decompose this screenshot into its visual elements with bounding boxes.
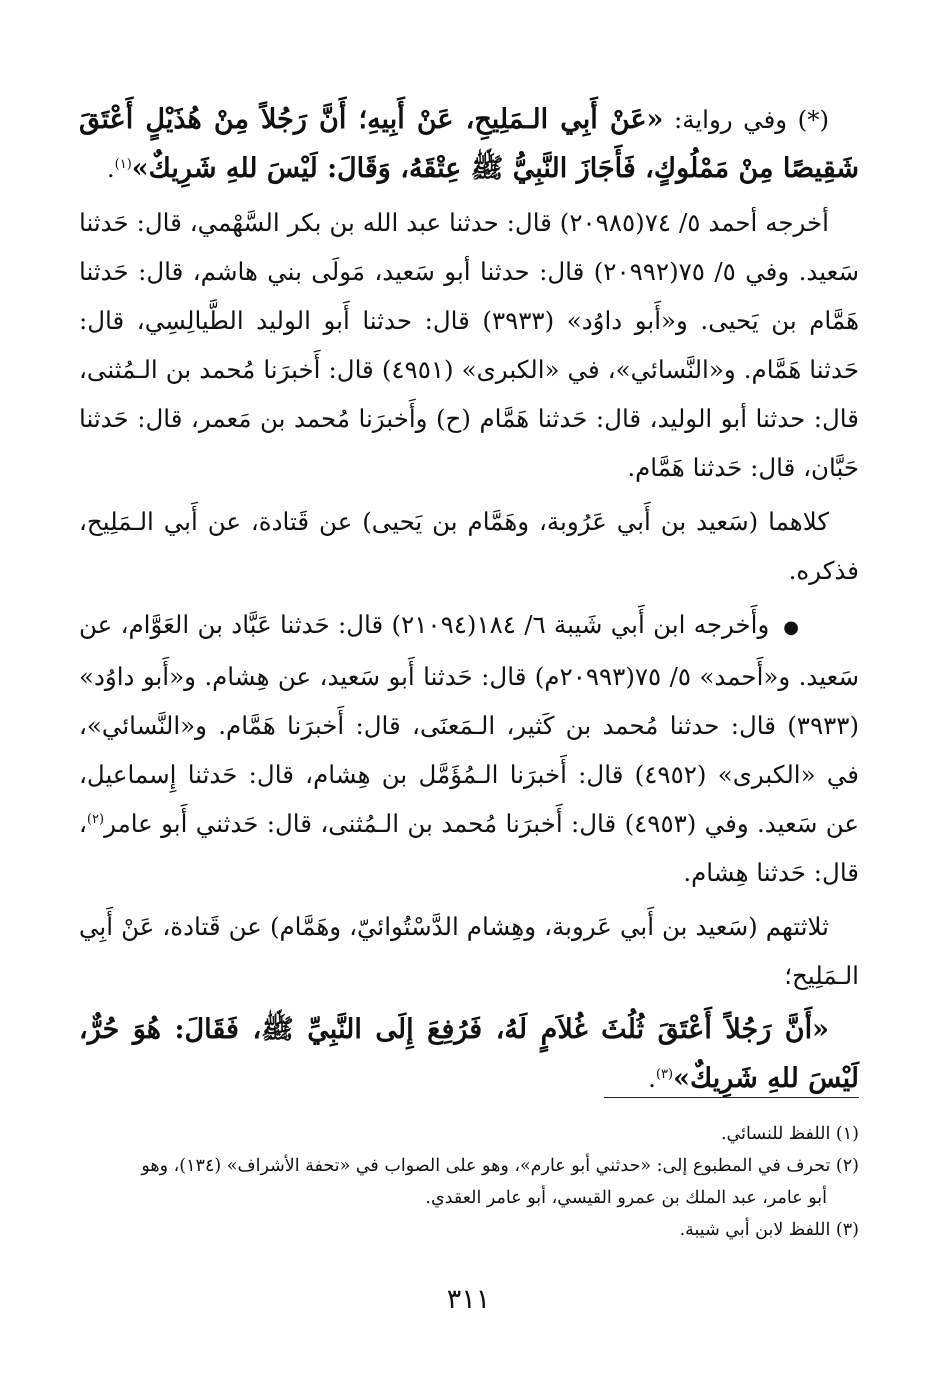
paragraph-hadith-2 xyxy=(79,1005,859,1103)
paragraph-takhrij-2 xyxy=(79,600,859,897)
footnote-ref-2[interactable]: (٢) xyxy=(86,811,105,827)
footnote-1: (١) اللفظ للنسائي. xyxy=(720,1124,859,1144)
takhrij-2-tail: ، قال: حَدثنا هِشام. xyxy=(79,809,859,887)
takhrij-2-text: وأَخرجه ابن أَبي شَيبة ٦/ ١٨٤(٢١٠٩٤) قال: حَدثنا عَبَّاد بن العَوَّام، عن سَعيد. و«أَحمد» ٥/ ٧٥(٢٠٩٩٣م) قال: حَدثنا أَبو سَعيد، عن هِشام. و«أَبو داوُد» (٣٩٣٣) قال: حدثنا مُحمد بن كَثير، الـمَعنَى، قال: أَخبرَنا هَمَّام. و«النَّسائي»، في «الكبرى» (٤٩٥٢) قال: أَخبرَنا الـمُؤَمَّل بن هِشام، قال: حَدثنا إِسماعيل، عن سَعيد. وفي (٤٩٥٣) قال: أَخبرَنا مُحمد بن الـمُثنى، قال: حَدثني أَبو عامر xyxy=(79,610,860,838)
footnotes xyxy=(79,1118,859,1246)
hadith-text-2: «أَنَّ رَجُلاً أَعْتَقَ ثُلُثَ غُلاَمٍ لَهُ، فَرُفِعَ إِلَى النَّبِيِّ ﷺ، فَقَالَ: هُوَ حُرٌّ، لَيْسَ للهِ شَرِيكٌ» xyxy=(79,1014,859,1094)
bullet-icon: ● xyxy=(783,617,799,638)
footnote-3: (٣) اللفظ لابن أبي شيبة. xyxy=(679,1220,859,1240)
narration-lead: (*) وفي رواية: xyxy=(663,105,830,134)
footnote-2-continuation: أبو عامر، عبد الملك بن عمرو القيسي، أبو عامر العقدي. xyxy=(425,1188,827,1208)
footnote-2 xyxy=(79,1150,859,1214)
sentence-end-2: . xyxy=(648,1064,656,1093)
paragraph-takhrij-1: أخرجه أحمد ٥/ ٧٤(٢٠٩٨٥) قال: حدثنا عبد الله بن بكر السَّهْمي، قال: حَدثنا سَعيد. وفي ٥/ ٧٥(٢٠٩٩٢) قال: حدثنا أبو سَعيد، مَولَى بني هاشم، قال: حَدثنا هَمَّام بن يَحيى. و«أَبو داوُد» (٣٩٣٣) قال: حدثنا أَبو الوليد الطَّيالِسِي، قال: حَدثنا هَمَّام. و«النَّسائي»، في «الكبرى» (٤٩٥١) قال: أَخبرَنا مُحمد بن الـمُثنى، قال: حدثنا أبو الوليد، قال: حَدثنا هَمَّام (ح) وأَخبرَنا مُحمد بن مَعمر، قال: حَدثنا حَبَّان، قال: حَدثنا هَمَّام. xyxy=(79,208,859,482)
page-number: ٣١١ xyxy=(446,1284,491,1315)
footnote-ref-3[interactable]: (٣) xyxy=(655,1066,674,1082)
paragraph-variant-narration xyxy=(79,95,859,193)
footnote-separator xyxy=(604,1097,859,1098)
hadith-text: «عَنْ أَبِي الـمَلِيحِ، عَنْ أَبِيهِ؛ أَنَّ رَجُلاً مِنْ هُذَيْلٍ أَعْتَقَ شَقِيصًا مِنْ مَمْلُوكٍ، فَأَجَازَ النَّبِيُّ ﷺ عِتْقَهُ، وَقَالَ: لَيْسَ للهِ شَرِيكٌ» xyxy=(79,104,859,184)
sentence-end: . xyxy=(106,154,115,183)
paragraph-summary-2: ثلاثتهم (سَعيد بن أَبي عَروبة، وهِشام الدَّسْتُوائيّ، وهَمَّام) عن قَتادة، عَنْ أَبِي الـمَلِيح؛ xyxy=(79,912,859,990)
footnote-ref-1[interactable]: (١) xyxy=(114,156,132,172)
main-text xyxy=(79,95,859,1108)
paragraph-summary-1: كلاهما (سَعيد بن أَبي عَرُوبة، وهَمَّام بن يَحيى) عن قَتادة، عن أَبي الـمَلِيح، فذكره. xyxy=(79,507,859,585)
footnote-2-text: (٢) تحرف في المطبوع إلى: «حدثني أبو عارم»، وهو على الصواب في «تحفة الأشراف» (١٣٤)، وهو xyxy=(141,1156,859,1176)
